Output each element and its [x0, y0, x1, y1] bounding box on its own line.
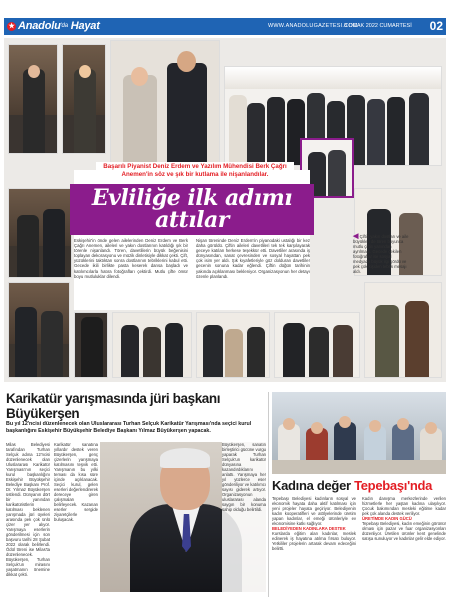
karikatur-body-col-2: Karikatür sanatına yıllardır destek veren Büyükerşen, genç çizerlerin yarışmaya katılmasını teşvik etti. Yarışmanın bu yılki teması da kısa süre içinde açıklanacak. Seçici kurul, gelen eserleri değerlendirerek dereceye giren çalışmaları belirleyecek. Kazanan eserler sergide ziyaretçilerle buluşacak. — [54, 442, 98, 522]
feature-caption-text: Çiftin yakın dostları ve aile büyükleri de tören boyunca mutlu çiftin yanından ayrılmadı. Gecede çekilen fotoğraflar ise sosyal medyada büyük ilgi gördü ve pek çok kişiden tebrik mesajı aldı. — [353, 234, 409, 274]
tepebasi-headline — [272, 478, 446, 493]
karikatur-lead: Bu yıl 12'ncisi düzenlenecek olan Uluslararası Turhan Selçuk Karikatür Yarışması'nda seçici kurul başkanlığını Eskişehir Büyükşehir Belediye Başkanı Yılmaz Büyükerşen yapacak. — [6, 421, 252, 434]
karikatur-headline: Karikatür yarışmasında jüri başkanı Büyükerşen — [6, 391, 221, 421]
photo-row3-2 — [74, 312, 108, 378]
tepebasi-col1-text: Tepebaşı Belediyesi kadınların sosyal ve ekonomik hayata daha aktif katılması için yeni projeler hayata geçiriyor. Belediyenin kadın kooperatifleri ve atölyelerinde üretim yapan kadınlar, el emeği ürünleriyle ev ekonomisine katkı sağlıyor. — [272, 496, 356, 526]
karikatur-body-col-3: Büyükerşen, sanatın birleştirici gücüne vurgu yaparak Turhan Selçuk'un karikatür dünyasına kazandırdıklarını anlattı. Yarışmaya her yıl yüzlerce eser gönderiliyor ve katılımcı sayısı giderek artıyor. Organizasyonun uluslararası alanda saygın bir konuma sahip olduğu belirtildi. — [222, 442, 266, 592]
section-name: Hayat — [70, 20, 100, 32]
feature-headline: Evliliğe ilk adımı attılar — [70, 184, 314, 235]
brand-suffix: 'da — [60, 23, 68, 29]
photo-engaged-couple — [110, 40, 220, 168]
photo-guest-woman-1 — [8, 44, 58, 154]
masthead-date: 8 OCAK 2022 CUMARTESİ — [344, 23, 412, 29]
column-divider — [268, 392, 269, 597]
photo-row3-1 — [8, 282, 70, 378]
photo-row3-4 — [196, 312, 270, 378]
tepebasi-story — [272, 392, 446, 597]
tepebasi-col1b-text: Kurslarda eğitim alan kadınlar, meslek edinerek iş hayatına atılma fırsatı buluyor. Yetkililer projelerin artarak devam edeceğini belirtti. — [272, 531, 356, 551]
star-icon: ★ — [8, 23, 15, 30]
engagement-feature — [4, 38, 446, 382]
tepebasi-subhead-1: BELEDİYEDEN KADINLARA DESTEK — [272, 526, 346, 531]
photo-guest-woman-2 — [62, 44, 106, 154]
photo-guest-couple-1 — [8, 188, 72, 278]
tepebasi-subhead-2: ÜRETİMDE KADIN GÜCÜ — [362, 516, 412, 521]
karikatur-body-col-1: Milas Belediyesi tarafından Turhan Selçuk adına 12'ncisi düzenlenecek olan Uluslararası Karikatür Yarışması'nın seçici kurul başkanlığını Eskişehir Büyükşehir Belediye Başkanı Prof. Dr. Yılmaz Büyükerşen üstlendi. Dünyanın dört bir yanından karikatüristlerin katılması beklenen yarışmada jüri üyeleri arasında pek çok ünlü çizer yer alıyor. Yarışmaya eserlerin gönderilmesi için son başvuru tarihi 28 Şubat 2022 olarak belirlendi. Ödül töreni ise Milas'ta düzenlenecek. Büyükerşen, Turhan Selçuk'un mirasını yaşatmanın önemine dikkat çekti. — [6, 442, 50, 577]
portrait-hair — [160, 448, 210, 468]
feature-body — [74, 238, 310, 308]
photo-row3-5 — [274, 312, 360, 378]
tepebasi-body-col-1 — [272, 496, 356, 596]
tepebasi-col2-text: Kadın danışma merkezlerinde verilen hizmetlerle her yaştan kadına ulaşılıyor. Çocuk bakımından mesleki eğitime kadar pek çok alanda destek veriliyor. — [362, 496, 446, 516]
masthead-brand — [7, 18, 100, 35]
karikatur-story — [4, 392, 266, 597]
tepebasi-col2b-text: Tepebaşı Belediyesi, kadın emeğinin görünür olması için pazar ve fuar organizasyonları düzenliyor. Üretilen ürünler kent genelinde satışa sunuluyor ve kadınlar gelir elde ediyor. — [362, 521, 446, 541]
photo-women-workshop — [272, 392, 446, 474]
feature-body-col-2: Nişan töreninde Deniz Erdem'in piyanodaki ustalığı bir kez daha görüldü. Çiftin aileleri davetlileri tek tek karşılayarak geceye katılan herkese teşekkür etti. Davetliler arasında iş dünyasından, sanat çevresinden ve sosyal hayattan pek çok isim yer aldı. Şık kıyafetleriyle göz dolduran davetliler gecenin sonuna kadar eğlendi. Çiftin düğün tarihinin yakında açıklanması bekleniyor. Organizasyonun her detayı özenle planlandı. — [196, 238, 310, 279]
tepebasi-headline-part-2: Tepebaşı'nda — [354, 478, 433, 493]
brand-name: Anadolu — [18, 20, 61, 32]
feature-body-col-1: Eskişehir'in önde gelen ailelerinden Deniz Erdem ve Berk Çağrı Anemen, aileleri ve yakın dostlarının katıldığı şık bir törenle nişanlandı. Tören, davetlilerin büyük beğenisini toplayan dekorasyonu ve müzik dinletisiyle dikkat çekti. Çift, yüzüklerini taktıktan sonra dostlarının tebriklerini kabul etti. Gecede ikili birlikte pasta keserek dansa başladı ve katılımcılarla hatıra fotoğrafları çektirdi. Mutlu çifte ömür boyu mutluluklar dilendi. — [74, 238, 188, 279]
feature-subhead: Başarılı Piyanist Deniz Erdem ve Yazılım Mühendisi Berk Çağrı Anemen'in söz ve şık bir kutlama ile nişanlandılar. — [96, 162, 294, 179]
photo-row3-3 — [112, 312, 192, 378]
page-number: 02 — [429, 19, 443, 33]
photo-row3-6 — [364, 282, 442, 378]
tepebasi-headline-part-1: Kadına değer — [272, 478, 355, 493]
masthead-url: WWW.ANADOLUGAZETESI.COM — [268, 23, 358, 29]
masthead — [4, 18, 446, 35]
caption-arrow-icon: ◀ — [353, 233, 359, 240]
tepebasi-body-col-2 — [362, 496, 446, 596]
